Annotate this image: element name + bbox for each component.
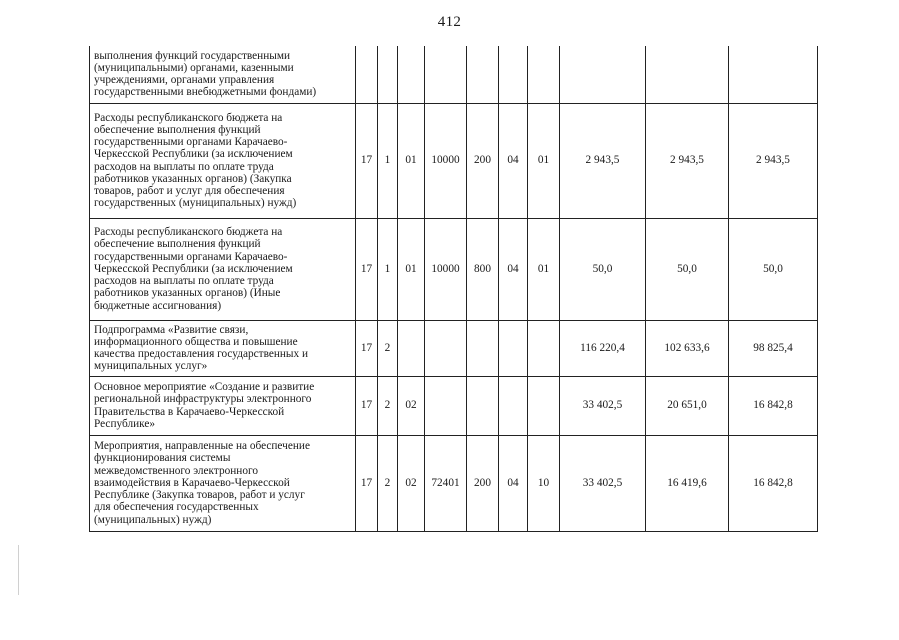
section-code: 04 <box>499 218 528 320</box>
program-code: 17 <box>356 376 378 435</box>
amount-year-3: 98 825,4 <box>729 320 818 376</box>
direction-code: 10000 <box>425 218 467 320</box>
row-description: Основное мероприятие «Создание и развитие региональной инфраструктуры электронного Правительства в Карачаево-Черкесской Республике» <box>94 381 315 430</box>
amount-year-3: 2 943,5 <box>729 103 818 218</box>
expense-type-code <box>467 46 499 103</box>
direction-code <box>425 46 467 103</box>
amount-year-1: 33 402,5 <box>560 435 646 531</box>
amount-year-1: 2 943,5 <box>560 103 646 218</box>
section-code <box>499 320 528 376</box>
subsection-code: 01 <box>528 218 560 320</box>
row-description: выполнения функций государственными (муниципальными) органами, казенными учреждениями, органами управления государственными внебюджетными фондами) <box>94 49 317 99</box>
amount-year-1 <box>560 46 646 103</box>
subprogram-code <box>378 46 398 103</box>
measure-code: 02 <box>398 376 425 435</box>
amount-year-3: 50,0 <box>729 218 818 320</box>
subsection-code <box>528 46 560 103</box>
row-description-cell <box>90 103 356 218</box>
subsection-code: 10 <box>528 435 560 531</box>
expense-type-code: 200 <box>467 435 499 531</box>
budget-table <box>89 46 818 532</box>
expense-type-code <box>467 376 499 435</box>
amount-year-3: 16 842,8 <box>729 435 818 531</box>
section-code: 04 <box>499 103 528 218</box>
measure-code: 01 <box>398 103 425 218</box>
measure-code: 01 <box>398 218 425 320</box>
table-row <box>90 435 818 531</box>
amount-year-2: 2 943,5 <box>646 103 729 218</box>
row-description-cell <box>90 218 356 320</box>
subsection-code <box>528 320 560 376</box>
table-row <box>90 103 818 218</box>
row-description-cell <box>90 320 356 376</box>
row-description: Мероприятия, направленные на обеспечение функционирования системы межведомственного электронного взаимодействия в Карачаево-Черкесской Республике (Закупка товаров, работ и услуг для обеспечения государственных (муниципальных) нужд) <box>94 440 310 526</box>
subprogram-code: 2 <box>378 376 398 435</box>
row-description-cell <box>90 46 356 103</box>
measure-code <box>398 320 425 376</box>
expense-type-code: 800 <box>467 218 499 320</box>
row-description: Расходы республиканского бюджета на обеспечение выполнения функций государственными органами Карачаево- Черкесской Республики (за исключением расходов на выплаты по оплате труда работников указанных органов) (Иные бюджетные ассигнования) <box>94 226 293 312</box>
program-code: 17 <box>356 320 378 376</box>
section-code: 04 <box>499 435 528 531</box>
direction-code <box>425 320 467 376</box>
direction-code: 72401 <box>425 435 467 531</box>
program-code: 17 <box>356 103 378 218</box>
row-description-cell <box>90 376 356 435</box>
direction-code: 10000 <box>425 103 467 218</box>
page-number: 412 <box>437 14 462 30</box>
subprogram-code: 1 <box>378 103 398 218</box>
amount-year-2: 102 633,6 <box>646 320 729 376</box>
program-code <box>356 46 378 103</box>
subprogram-code: 1 <box>378 218 398 320</box>
subprogram-code: 2 <box>378 320 398 376</box>
table-row <box>90 376 818 435</box>
subsection-code: 01 <box>528 103 560 218</box>
amount-year-1: 50,0 <box>560 218 646 320</box>
subprogram-code: 2 <box>378 435 398 531</box>
table-row <box>90 320 818 376</box>
row-description: Подпрограмма «Развитие связи, информационного общества и повышение качества предоставления государственных и муниципальных услуг» <box>94 323 309 373</box>
amount-year-3: 16 842,8 <box>729 376 818 435</box>
amount-year-2: 16 419,6 <box>646 435 729 531</box>
expense-type-code <box>467 320 499 376</box>
row-description: Расходы республиканского бюджета на обеспечение выполнения функций государственными органами Карачаево- Черкесской Республики (за исключением расходов на выплаты по оплате труда работников указанных органов) (Закупка товаров, работ и услуг для обеспечения государственных (муниципальных) нужд) <box>94 111 297 210</box>
direction-code <box>425 376 467 435</box>
table-row <box>90 46 818 103</box>
amount-year-2: 50,0 <box>646 218 729 320</box>
section-code <box>499 376 528 435</box>
table-row <box>90 218 818 320</box>
program-code: 17 <box>356 218 378 320</box>
scan-margin-line <box>18 545 19 595</box>
row-description-cell <box>90 435 356 531</box>
expense-type-code: 200 <box>467 103 499 218</box>
section-code <box>499 46 528 103</box>
amount-year-1: 116 220,4 <box>560 320 646 376</box>
amount-year-3 <box>729 46 818 103</box>
amount-year-1: 33 402,5 <box>560 376 646 435</box>
program-code: 17 <box>356 435 378 531</box>
measure-code: 02 <box>398 435 425 531</box>
measure-code <box>398 46 425 103</box>
subsection-code <box>528 376 560 435</box>
amount-year-2 <box>646 46 729 103</box>
amount-year-2: 20 651,0 <box>646 376 729 435</box>
